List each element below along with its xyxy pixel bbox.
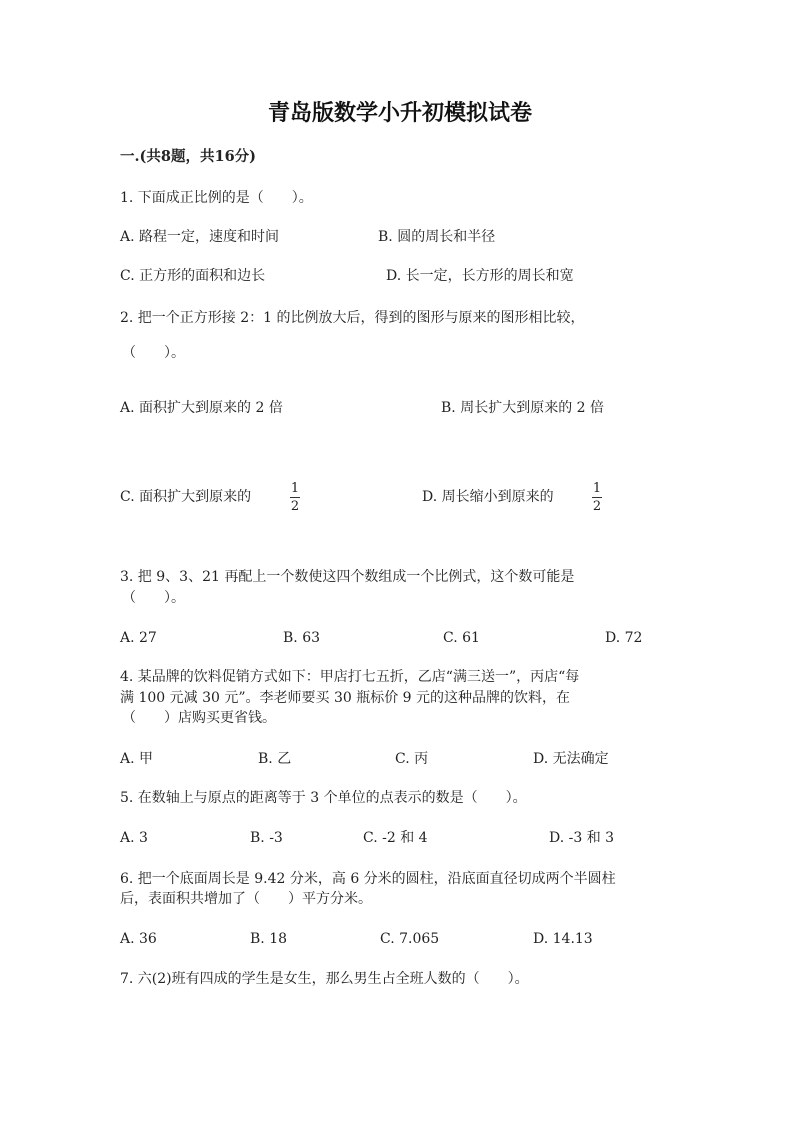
option-c: C. 丙 [395,751,429,767]
option-b: B. -3 [250,830,283,846]
option-a: A. 3 [120,830,148,846]
option-a: A. 36 [120,931,157,947]
question-text: 1. 下面成正比例的是（ ）。 [120,190,313,206]
question-text: 6. 把一个底面周长是 9.42 分米，高 6 分米的圆柱，沿底面直径切成两个半圆柱 [120,871,616,887]
option-b: B. 63 [283,630,321,646]
question-text: 4. 某品牌的饮料促销方式如下：甲店打七五折，乙店“满三送一”，丙店“每 [120,669,580,685]
option-d: D. 14.13 [533,931,593,947]
question-text: 7. 六(2)班有四成的学生是女生，那么男生占全班人数的（ ）。 [120,971,529,987]
option-a: A. 路程一定，速度和时间 [120,229,280,245]
question-text: 3. 把 9、3、21 再配上一个数使这四个数组成一个比例式，这个数可能是 [120,569,575,585]
question-text-cont: （ ）店购买更省钱。 [122,710,276,726]
fraction-numerator: 1 [592,481,602,496]
option-d: D. -3 和 3 [549,830,615,846]
option-a: A. 27 [120,630,157,646]
option-d: D. 无法确定 [533,751,609,767]
fraction-one-half [290,481,300,514]
option-d: D. 长一定，长方形的周长和宽 [386,268,574,284]
option-d: D. 周长缩小到原来的 [422,489,554,505]
option-c: C. 面积扩大到原来的 [120,489,252,505]
option-c: C. 61 [443,630,480,646]
option-b: B. 圆的周长和半径 [378,229,496,245]
option-b: B. 周长扩大到原来的 2 倍 [441,400,604,416]
fraction-numerator: 1 [290,481,300,496]
option-d: D. 72 [605,630,643,646]
fraction-denominator: 2 [592,499,602,514]
option-c: C. 正方形的面积和边长 [120,268,266,284]
option-b: B. 18 [250,931,288,947]
question-text-cont: （ ）。 [122,590,185,606]
question-text: 5. 在数轴上与原点的距离等于 3 个单位的点表示的数是（ ）。 [120,790,527,806]
option-b: B. 乙 [258,751,292,767]
question-text-cont: 后，表面积共增加了（ ）平方分米。 [120,891,372,907]
section-heading: 一.(共8题，共16分) [120,148,257,165]
page-title: 青岛版数学小升初模拟试卷 [267,100,532,126]
option-a: A. 甲 [120,751,154,767]
question-text-cont: （ ）。 [122,345,185,361]
fraction-one-half [592,481,602,514]
option-c: C. 7.065 [380,931,440,947]
question-text-cont: 满 100 元减 30 元”。李老师要买 30 瓶标价 9 元的这种品牌的饮料，在 [120,690,571,706]
fraction-denominator: 2 [290,499,300,514]
option-c: C. -2 和 4 [363,830,428,846]
option-a: A. 面积扩大到原来的 2 倍 [120,400,283,416]
question-text: 2. 把一个正方形接 2：1 的比例放大后，得到的图形与原来的图形相比较， [120,310,585,326]
